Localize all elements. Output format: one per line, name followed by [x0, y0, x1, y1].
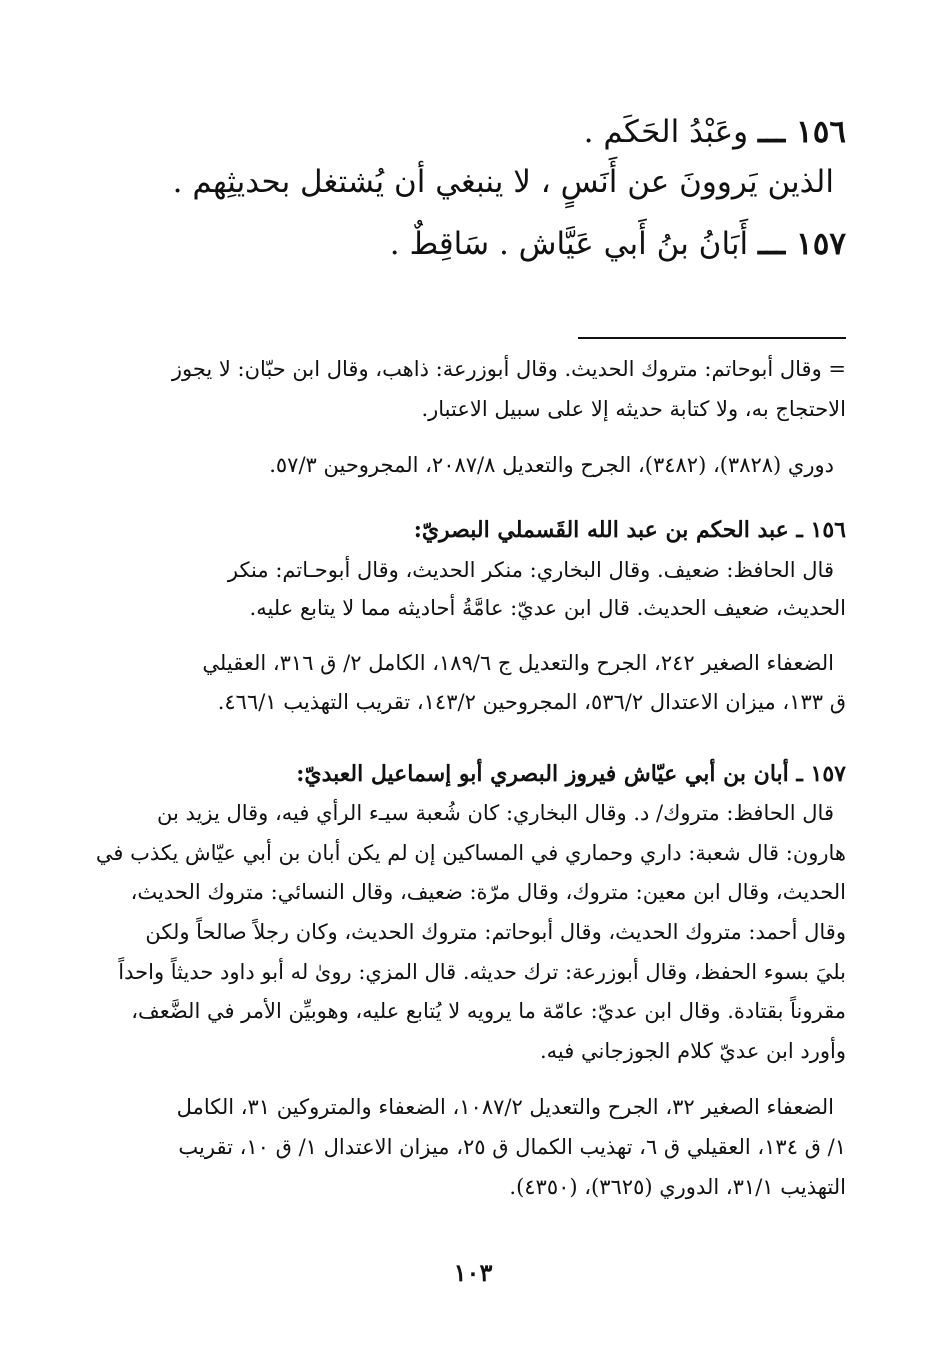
footnote-156-title: ١٥٦ ـ عبد الحكم بن عبد الله القَسملي البصريّ: — [413, 517, 846, 543]
page-number: ١٠٣ — [453, 1258, 493, 1287]
footnote-157-line-2: هارون: قال شعبة: داري وحماري في المساكين إن لم يكن أبان بن أبي عيّاش يكذب في — [95, 841, 846, 865]
footnote-continued-line-1: = وقال أبوحاتم: متروك الحديث. وقال أبوزرعة: ذاهب، وقال ابن حبّان: لا يجوز — [171, 357, 846, 381]
footnote-157-line-5: بليَ بسوء الحفظ، وقال أبوزرعة: ترك حديثه. قال المزي: روىٰ له أبو داود حديثاً واحداً — [118, 960, 846, 984]
footnote-157-references-1: الضعفاء الصغير ٣٢، الجرح والتعديل ١٠٨٧/٢، الضعفاء والمتروكين ٣١، الكامل — [176, 1095, 834, 1119]
footnote-continued-line-2: الاحتجاج به، ولا كتابة حديثه إلا على سبيل الاعتبار. — [421, 397, 846, 421]
footnote-157-line-1: قال الحافظ: متروك/ د. وقال البخاري: كان شُعبة سيـء الرأي فيه، وقال يزيد بن — [156, 801, 834, 825]
footnote-157-line-7: وأورد ابن عديّ كلام الجوزجاني فيه. — [540, 1039, 846, 1063]
footnote-157-line-6: مقروناً بقتادة. وقال ابن عديّ: عامّة ما يرويه لا يُتابع عليه، وهوبيِّن الأمر في الضَّعف، — [131, 999, 846, 1023]
entry-156-number: ١٥٦ ـــ — [758, 114, 846, 150]
footnote-157-line-3: الحديث، وقال ابن معين: متروك، وقال مرّة: ضعيف، وقال النسائي: متروك الحديث، — [130, 880, 846, 904]
entry-157 — [390, 224, 846, 264]
footnote-156-line-1: قال الحافظ: ضعيف. وقال البخاري: منكر الحديث، وقال أبوحـاتم: منكر — [227, 558, 834, 582]
footnote-157-references-3: التهذيب ٣١/١، الدوري (٣٦٢٥)، (٤٣٥٠). — [509, 1175, 846, 1199]
entry-157-number: ١٥٧ ـــ — [758, 226, 846, 262]
footnote-157-references-2: ١/ ق ١٣٤، العقيلي ق ٦، تهذيب الكمال ق ٢٥، ميزان الاعتدال ١/ ق ١٠، تقريب — [178, 1135, 846, 1159]
footnote-continued-references: دوري (٣٨٢٨)، (٣٤٨٢)، الجرح والتعديل ٢٠٨٧/٨، المجروحين ٥٧/٣. — [269, 453, 834, 477]
footnote-156-references-1: الضعفاء الصغير ٢٤٢، الجرح والتعديل ج ١٨٩/٦، الكامل ٢/ ق ٣١٦، العقيلي — [202, 651, 834, 675]
footnote-separator — [578, 337, 846, 339]
footnote-157-title: ١٥٧ ـ أبان بن أبي عيّاش فيروز البصري أبو إسماعيل العبديّ: — [296, 761, 846, 787]
entry-156-text: وعَبْدُ الحَكَم . — [583, 114, 749, 150]
entry-157-text: أَبَانُ بنُ أَبي عَيَّاش . سَاقِطٌ . — [389, 226, 749, 262]
entry-156 — [584, 112, 846, 152]
section-heading: الذين يَروونَ عن أَنَسٍ ، لا ينبغي أن يُشتغل بحديثِهم . — [172, 164, 834, 200]
footnote-156-references-2: ق ١٣٣، ميزان الاعتدال ٥٣٦/٢، المجروحين ١٤٣/٢، تقريب التهذيب ٤٦٦/١. — [217, 690, 846, 714]
footnote-157-line-4: وقال أحمد: متروك الحديث، وقال أبوحاتم: متروك الحديث، وكان رجلاً صالحاً ولكن — [145, 920, 846, 944]
footnote-156-line-2: الحديث، ضعيف الحديث. قال ابن عديّ: عامَّةُ أحاديثه مما لا يتابع عليه. — [249, 596, 846, 620]
